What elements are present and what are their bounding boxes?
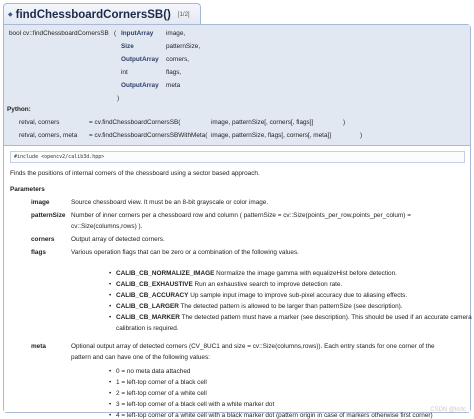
param-desc: pattern and can have one of the following values:	[71, 354, 210, 361]
anchor-diamond-icon[interactable]: ◆	[8, 12, 13, 18]
close-paren: )	[117, 95, 120, 102]
documentation-section	[4, 146, 472, 419]
flag-desc-continued: calibration is required.	[116, 325, 179, 332]
list-item: • 4 = left-top corner of a white cell with a black marker dot (pattern origin in case of markers otherwise first corner)	[116, 412, 433, 419]
list-item	[116, 314, 472, 321]
python-args: image, patternSize, flags[, corners[, meta]]	[211, 132, 332, 139]
list-item	[116, 292, 407, 299]
open-paren: (	[114, 30, 117, 37]
param-type[interactable]: OutputArray	[121, 82, 159, 89]
list-item	[116, 270, 397, 277]
param-name-meta: meta	[31, 343, 46, 350]
param-name-corners: corners	[31, 236, 55, 243]
include-directive: #include <opencv2/calib3d.hpp>	[14, 154, 105, 160]
python-args: image, patternSize[, corners[, flags]]	[211, 119, 314, 126]
python-call: = cv.findChessboardCornersSB(	[89, 119, 181, 126]
param-name: patternSize,	[166, 43, 201, 50]
flag-name: CALIB_CB_NORMALIZE_IMAGE	[116, 270, 215, 277]
watermark: CSDN @lcrtc	[430, 407, 466, 413]
python-close-paren: )	[343, 119, 346, 126]
param-name-patternsize: patternSize	[31, 212, 66, 219]
list-item: • 0 = no meta data attached	[116, 368, 190, 375]
overload-indicator: [1/2]	[177, 11, 190, 18]
python-call: = cv.findChessboardCornersSBWithMeta(	[89, 132, 208, 139]
list-item: • 3 = left-top corner of a black cell with a white marker dot	[116, 401, 274, 408]
python-retval: retval, corners	[19, 119, 60, 126]
list-item	[116, 281, 342, 288]
flag-desc: Normalize the image gamma with equalizeHist before detection.	[216, 270, 397, 277]
param-name-flags: flags	[31, 249, 46, 256]
param-type: int	[121, 69, 128, 76]
param-type[interactable]: Size	[121, 43, 134, 50]
flag-name: CALIB_CB_EXHAUSTIVE	[116, 281, 193, 288]
param-type[interactable]: OutputArray	[121, 56, 159, 63]
parameters-heading: Parameters	[10, 186, 45, 193]
list-item: • 2 = left-top corner of a white cell	[116, 390, 207, 397]
member-item	[3, 24, 472, 419]
flag-desc: The detected pattern is allowed to be larger than patternSize (see description).	[180, 303, 403, 310]
python-retval: retval, corners, meta	[19, 132, 78, 139]
flag-desc: Run an exhaustive search to improve detection rate.	[194, 281, 343, 288]
param-desc: Number of inner corners per a chessboard row and column ( patternSize = cv::Size(points_per_row,points_per_colum) =	[71, 212, 411, 219]
flag-name: CALIB_CB_LARGER	[116, 303, 179, 310]
flag-name: CALIB_CB_ACCURACY	[116, 292, 189, 299]
param-desc: Various operation flags that can be zero or a combination of the following values.	[71, 249, 299, 256]
param-name-image: image	[31, 199, 50, 206]
param-desc: Output array of detected corners.	[71, 236, 165, 243]
param-name: corners,	[166, 56, 190, 63]
list-item	[116, 303, 403, 310]
member-title-tab	[3, 3, 201, 25]
param-name: flags,	[166, 69, 182, 76]
python-close-paren: )	[360, 132, 363, 139]
param-desc: cv::Size(columns,rows) ).	[71, 223, 143, 230]
param-type[interactable]: InputArray	[121, 30, 154, 37]
cpp-signature: bool cv::findChessboardCornersSB	[9, 30, 109, 37]
param-name: meta	[166, 82, 181, 89]
flag-name: CALIB_CB_MARKER	[116, 314, 180, 321]
flag-desc: The detected pattern must have a marker (see description). This should be used if an accurate camera	[181, 314, 472, 321]
python-label: Python:	[7, 106, 31, 113]
function-title: findChessboardCornersSB()	[15, 8, 171, 21]
param-desc: Source chessboard view. It must be an 8-bit grayscale or color image.	[71, 199, 269, 206]
summary-text: Finds the positions of internal corners of the chessboard using a sector based approach.	[10, 170, 260, 177]
list-item: • 1 = left-top corner of a black cell	[116, 379, 207, 386]
param-name: image,	[166, 30, 186, 37]
flag-desc: Up sample input image to improve sub-pixel accuracy due to aliasing effects.	[190, 292, 408, 299]
prototype-section	[4, 25, 470, 146]
include-code-box	[10, 151, 465, 163]
param-desc: Optional output array of detected corners (CV_8UC1 and size = cv::Size(columns,rows)). Each entry stands for one corner of the	[71, 343, 435, 350]
